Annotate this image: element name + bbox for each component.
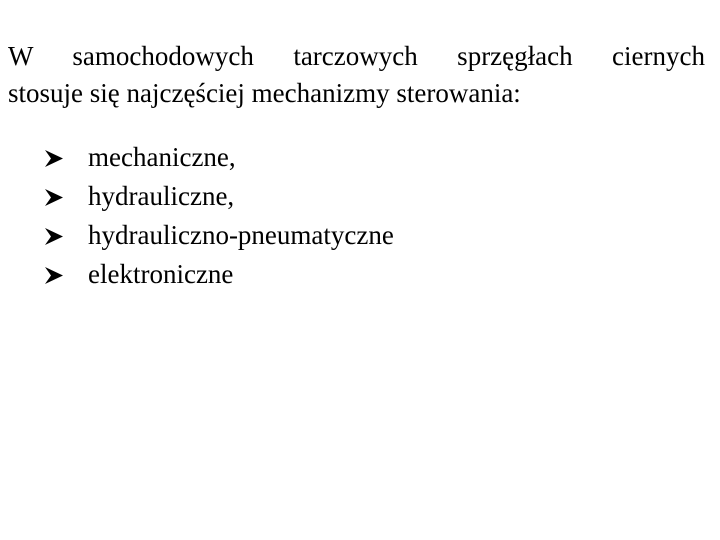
intro-paragraph [8, 38, 705, 112]
intro-line-1: W samochodowych tarczowych sprzęgłach ciernych [8, 41, 705, 71]
arrowhead-bullet-icon [45, 267, 63, 284]
intro-line-2: stosuje się najczęściej mechanizmy sterowania: [8, 78, 521, 108]
arrowhead-bullet-icon [45, 189, 63, 206]
bullet-label: hydrauliczne, [88, 181, 235, 211]
arrowhead-bullet-icon [45, 228, 63, 245]
bullet-label: mechaniczne, [88, 142, 236, 172]
arrowhead-bullet-icon [45, 150, 63, 167]
bullet-label: hydrauliczno-pneumatyczne [88, 220, 394, 250]
bullet-label: elektroniczne [88, 259, 234, 289]
